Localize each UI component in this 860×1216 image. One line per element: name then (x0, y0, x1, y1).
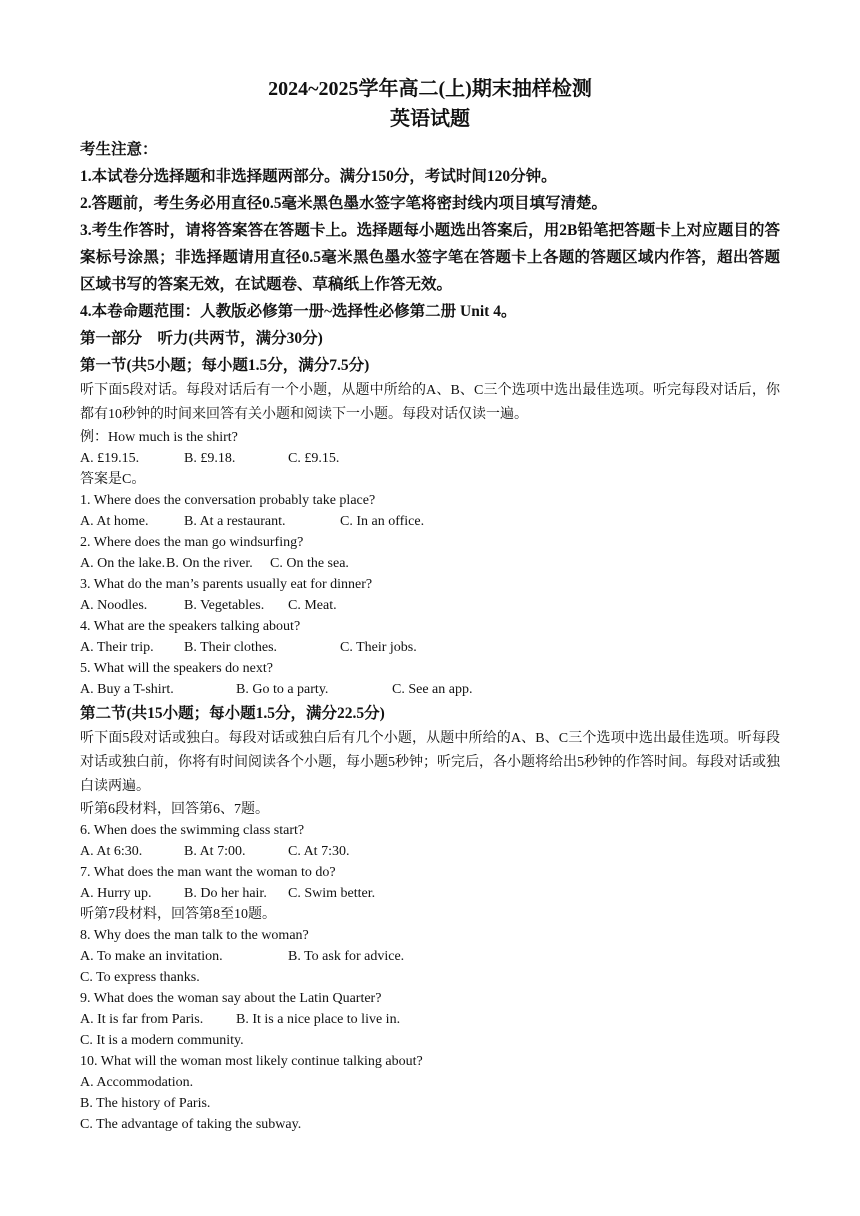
question-options (80, 553, 780, 574)
option: B. At a restaurant. (184, 514, 286, 529)
question-text: 4. What are the speakers talking about? (80, 619, 301, 634)
option: B. On the river. (166, 556, 253, 571)
option: B. At 7:00. (184, 844, 246, 859)
section2-instructions: 听下面5段对话或独白。每段对话或独白后有几个小题，从题中所给的A、B、C三个选项中选出最佳选项。听每段对话或独白前，你将有时间阅读各个小题，每小题5秒钟；听完后，各小题将给出5秒钟的作答时间。每段对话或独白读两遍。 (80, 731, 780, 794)
question-text: 1. Where does the conversation probably take place? (80, 493, 376, 508)
question-options (80, 841, 780, 862)
option: A. It is far from Paris. (80, 1012, 204, 1027)
notice-item: 2.答题前，考生务必用直径0.5毫米黑色墨水签字笔将密封线内项目填写清楚。 (80, 195, 608, 212)
option: A. Noodles. (80, 598, 148, 613)
option: A. Buy a T-shirt. (80, 682, 174, 697)
notice-item: 3.考生作答时，请将答案答在答题卡上。选择题每小题选出答案后，用2B铅笔把答题卡上对应题目的答案标号涂黑；非选择题请用直径0.5毫米黑色墨水签字笔在答题卡上各题的答题区域内作答，超出答题区域书写的答案无效，在试题卷、草稿纸上作答无效。 (80, 222, 780, 293)
option: C. £9.15. (288, 451, 340, 466)
option: B. Do her hair. (184, 886, 267, 901)
question-options (80, 883, 780, 904)
option: A. Hurry up. (80, 886, 152, 901)
option: A. £19.15. (80, 451, 140, 466)
option: A. Their trip. (80, 640, 154, 655)
option: B. £9.18. (184, 451, 236, 466)
option: C. Their jobs. (340, 640, 417, 655)
option: A. Accommodation. (80, 1075, 194, 1090)
option: C. To express thanks. (80, 970, 200, 985)
option: A. At home. (80, 514, 149, 529)
question-options (80, 1009, 780, 1030)
question-text: 9. What does the woman say about the Latin Quarter? (80, 991, 382, 1006)
material-label: 听第6段材料，回答第6、7题。 (80, 802, 269, 817)
question-options (80, 511, 780, 532)
section1-heading: 第一节(共5小题；每小题1.5分，满分7.5分) (80, 357, 370, 374)
section2-heading: 第二节(共15小题；每小题1.5分，满分22.5分) (80, 705, 385, 722)
question-options (80, 679, 780, 700)
option: B. Go to a party. (236, 682, 329, 697)
option: A. At 6:30. (80, 844, 143, 859)
notice-item: 1.本试卷分选择题和非选择题两部分。满分150分，考试时间120分钟。 (80, 168, 557, 185)
notice-heading: 考生注意： (80, 141, 158, 158)
option: B. It is a nice place to live in. (236, 1012, 401, 1027)
option: C. The advantage of taking the subway. (80, 1117, 302, 1132)
question-text: 5. What will the speakers do next? (80, 661, 273, 676)
question-options (80, 595, 780, 616)
option: B. To ask for advice. (288, 949, 405, 964)
question-text: 7. What does the man want the woman to do? (80, 865, 336, 880)
part1-heading: 第一部分 听力(共两节，满分30分) (80, 330, 323, 347)
exam-subtitle: 英语试题 (390, 108, 470, 130)
option: A. On the lake. (80, 556, 166, 571)
question-text: 3. What do the man’s parents usually eat for dinner? (80, 577, 373, 592)
question-options (80, 946, 780, 967)
option: C. On the sea. (270, 556, 349, 571)
question-options (80, 637, 780, 658)
question-text: 8. Why does the man talk to the woman? (80, 928, 309, 943)
option: B. The history of Paris. (80, 1096, 211, 1111)
section1-instructions: 听下面5段对话。每段对话后有一个小题，从题中所给的A、B、C三个选项中选出最佳选项。听完每段对话后，你都有10秒钟的时间来回答有关小题和阅读下一小题。每段对话仅读一遍。 (80, 383, 780, 422)
option: C. In an office. (340, 514, 425, 529)
option: A. To make an invitation. (80, 949, 223, 964)
notice-item: 4.本卷命题范围：人教版必修第一册~选择性必修第二册 Unit 4。 (80, 303, 517, 320)
option: B. Their clothes. (184, 640, 278, 655)
question-text: 2. Where does the man go windsurfing? (80, 535, 304, 550)
option: C. At 7:30. (288, 844, 350, 859)
exam-title: 2024~2025学年高二(上)期末抽样检测 (268, 78, 592, 100)
option: B. Vegetables. (184, 598, 265, 613)
example-answer: 答案是C。 (80, 472, 146, 487)
example-question: 例：How much is the shirt? (80, 430, 238, 445)
question-text: 10. What will the woman most likely continue talking about? (80, 1054, 423, 1069)
question-text: 6. When does the swimming class start? (80, 823, 305, 838)
exam-page (80, 74, 780, 1135)
option: C. See an app. (392, 682, 473, 697)
material-label: 听第7段材料，回答第8至10题。 (80, 907, 276, 922)
option: C. Meat. (288, 598, 337, 613)
option: C. It is a modern community. (80, 1033, 244, 1048)
option: C. Swim better. (288, 886, 376, 901)
example-options (80, 448, 780, 469)
